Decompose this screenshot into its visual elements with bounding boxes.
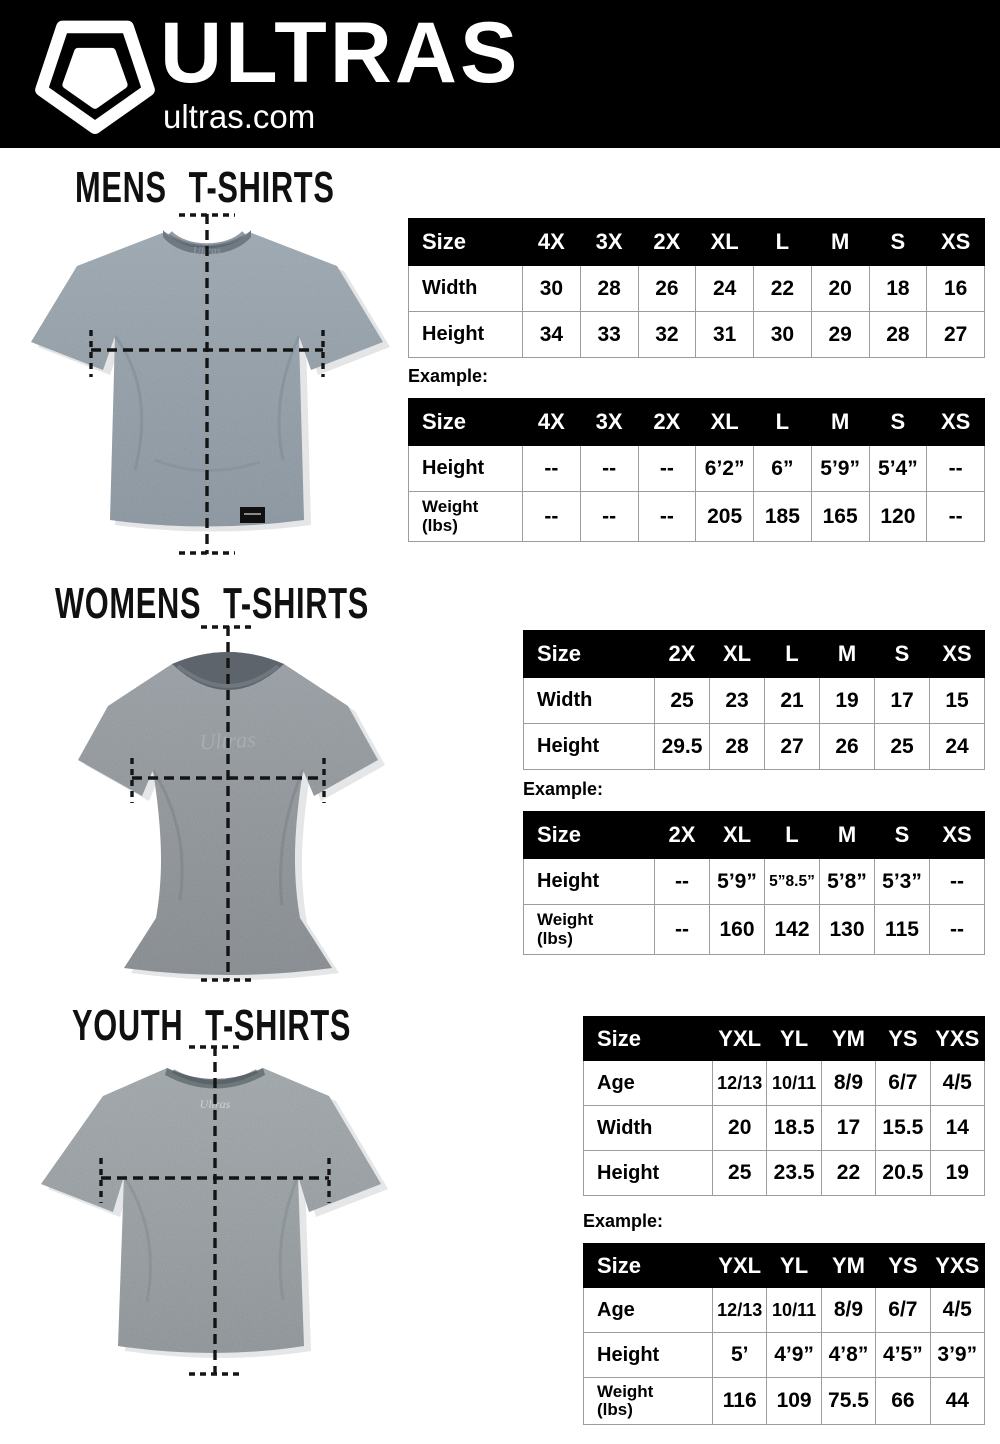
data-cell: 27	[927, 312, 985, 358]
column-header-cell: YXS	[930, 1017, 984, 1061]
column-header-cell: YS	[876, 1244, 930, 1288]
data-cell: 4/5	[930, 1288, 984, 1333]
column-header-cell: YL	[767, 1244, 821, 1288]
column-header-cell: 2X	[655, 812, 710, 859]
column-header-cell: L	[765, 631, 820, 678]
column-header-cell: L	[754, 399, 812, 446]
column-header-cell: L	[754, 219, 812, 266]
data-cell: 17	[821, 1106, 875, 1151]
row-label-cell: Height	[409, 446, 523, 492]
column-header-cell: YL	[767, 1017, 821, 1061]
data-cell: 26	[638, 266, 696, 312]
data-cell: 20	[713, 1106, 767, 1151]
size-header-cell: Size	[584, 1017, 713, 1061]
data-cell: 23.5	[767, 1151, 821, 1196]
row-label-cell: Width	[409, 266, 523, 312]
data-cell: 4’8”	[821, 1333, 875, 1378]
data-cell: 18.5	[767, 1106, 821, 1151]
size-header-cell: Size	[584, 1244, 713, 1288]
column-header-cell: XL	[696, 219, 754, 266]
column-header-cell: XL	[710, 631, 765, 678]
row-label-cell: Height	[584, 1151, 713, 1196]
data-cell: 6/7	[876, 1288, 930, 1333]
data-cell: 6’2”	[696, 446, 754, 492]
data-cell: 19	[820, 678, 875, 724]
data-cell: 12/13	[713, 1061, 767, 1106]
data-cell: 18	[869, 266, 927, 312]
data-cell: 14	[930, 1106, 984, 1151]
data-cell: 25	[875, 724, 930, 770]
mens-section-title: MENS T-SHIRTS	[75, 163, 335, 212]
column-header-cell: M	[820, 631, 875, 678]
youth-tshirt-image	[15, 1042, 435, 1384]
column-header-cell: YM	[821, 1017, 875, 1061]
data-cell: --	[580, 446, 638, 492]
data-cell: 28	[580, 266, 638, 312]
data-cell: 205	[696, 492, 754, 542]
data-cell: 116	[713, 1378, 767, 1425]
column-header-cell: 2X	[655, 631, 710, 678]
row-label-cell: Width	[584, 1106, 713, 1151]
data-cell: 130	[820, 905, 875, 955]
example-label: Example:	[583, 1211, 664, 1231]
brand-title: ULTRAS	[160, 5, 521, 101]
column-header-cell: S	[875, 812, 930, 859]
youth-section-title: YOUTH T-SHIRTS	[72, 1001, 352, 1050]
data-cell: 160	[710, 905, 765, 955]
womens-size-table	[523, 630, 985, 770]
column-header-cell: XS	[930, 631, 985, 678]
data-cell: 44	[930, 1378, 984, 1425]
data-cell: 29	[811, 312, 869, 358]
data-cell: 3’9”	[930, 1333, 984, 1378]
row-label-cell: Height	[524, 724, 655, 770]
data-cell: --	[523, 492, 581, 542]
data-cell: --	[655, 859, 710, 905]
youth-example-table	[583, 1243, 985, 1425]
data-cell: --	[638, 492, 696, 542]
data-cell: 109	[767, 1378, 821, 1425]
column-header-cell: M	[811, 399, 869, 446]
womens-example-table	[523, 811, 985, 955]
column-header-cell: XS	[927, 219, 985, 266]
site-url: ultras.com	[163, 98, 316, 135]
mens-tshirt-image	[15, 210, 400, 558]
data-cell: 28	[869, 312, 927, 358]
womens-section-title: WOMENS T-SHIRTS	[55, 579, 369, 628]
data-cell: 33	[580, 312, 638, 358]
header-bar	[0, 0, 1000, 148]
example-label: Example:	[523, 779, 604, 799]
data-cell: 17	[875, 678, 930, 724]
shirt-logo-text: Ultras	[198, 726, 257, 755]
data-cell: --	[930, 905, 985, 955]
data-cell: --	[930, 859, 985, 905]
data-cell: 30	[754, 312, 812, 358]
column-header-cell: L	[765, 812, 820, 859]
data-cell: 31	[696, 312, 754, 358]
data-cell: 165	[811, 492, 869, 542]
column-header-cell: 3X	[580, 399, 638, 446]
row-label-cell: Height	[409, 312, 523, 358]
row-label-cell: Weight (lbs)	[409, 492, 523, 542]
row-label-cell: Height	[524, 859, 655, 905]
data-cell: 28	[710, 724, 765, 770]
row-label-cell: Age	[584, 1061, 713, 1106]
data-cell: --	[927, 446, 985, 492]
data-cell: 10/11	[767, 1061, 821, 1106]
data-cell: 21	[765, 678, 820, 724]
data-cell: 8/9	[821, 1061, 875, 1106]
data-cell: 6/7	[876, 1061, 930, 1106]
data-cell: 120	[869, 492, 927, 542]
data-cell: 24	[696, 266, 754, 312]
row-label-cell: Width	[524, 678, 655, 724]
youth-size-table	[583, 1016, 985, 1196]
data-cell: 4’9”	[767, 1333, 821, 1378]
data-cell: 24	[930, 724, 985, 770]
column-header-cell: YXL	[713, 1017, 767, 1061]
data-cell: 75.5	[821, 1378, 875, 1425]
data-cell: 142	[765, 905, 820, 955]
data-cell: 34	[523, 312, 581, 358]
data-cell: 10/11	[767, 1288, 821, 1333]
data-cell: 22	[821, 1151, 875, 1196]
data-cell: 27	[765, 724, 820, 770]
data-cell: --	[580, 492, 638, 542]
data-cell: 26	[820, 724, 875, 770]
data-cell: 5’4”	[869, 446, 927, 492]
data-cell: 185	[754, 492, 812, 542]
ultras-pentagon-logo-icon	[32, 8, 158, 134]
column-header-cell: S	[869, 219, 927, 266]
size-header-cell: Size	[409, 219, 523, 266]
data-cell: 16	[927, 266, 985, 312]
data-cell: 5’	[713, 1333, 767, 1378]
row-label-cell: Age	[584, 1288, 713, 1333]
data-cell: 12/13	[713, 1288, 767, 1333]
column-header-cell: XS	[930, 812, 985, 859]
data-cell: 22	[754, 266, 812, 312]
data-cell: 19	[930, 1151, 984, 1196]
size-header-cell: Size	[524, 812, 655, 859]
data-cell: --	[655, 905, 710, 955]
mens-size-table	[408, 218, 985, 358]
data-cell: 6”	[754, 446, 812, 492]
data-cell: 15.5	[876, 1106, 930, 1151]
column-header-cell: YXS	[930, 1244, 984, 1288]
data-cell: 23	[710, 678, 765, 724]
row-label-cell: Weight (lbs)	[584, 1378, 713, 1425]
column-header-cell: YS	[876, 1017, 930, 1061]
column-header-cell: YM	[821, 1244, 875, 1288]
column-header-cell: S	[869, 399, 927, 446]
shirt-logo-text: Ultras	[192, 245, 222, 257]
column-header-cell: 3X	[580, 219, 638, 266]
data-cell: --	[927, 492, 985, 542]
data-cell: --	[523, 446, 581, 492]
column-header-cell: M	[811, 219, 869, 266]
row-label-cell: Height	[584, 1333, 713, 1378]
data-cell: 15	[930, 678, 985, 724]
column-header-cell: M	[820, 812, 875, 859]
data-cell: --	[638, 446, 696, 492]
data-cell: 20.5	[876, 1151, 930, 1196]
column-header-cell: S	[875, 631, 930, 678]
size-header-cell: Size	[409, 399, 523, 446]
data-cell: 5’9”	[710, 859, 765, 905]
data-cell: 25	[655, 678, 710, 724]
column-header-cell: 2X	[638, 399, 696, 446]
data-cell: 66	[876, 1378, 930, 1425]
data-cell: 5”8.5”	[765, 859, 820, 905]
column-header-cell: 2X	[638, 219, 696, 266]
data-cell: 115	[875, 905, 930, 955]
data-cell: 8/9	[821, 1288, 875, 1333]
data-cell: 5’3”	[875, 859, 930, 905]
column-header-cell: XL	[710, 812, 765, 859]
data-cell: 30	[523, 266, 581, 312]
column-header-cell: XL	[696, 399, 754, 446]
data-cell: 5’9”	[811, 446, 869, 492]
data-cell: 29.5	[655, 724, 710, 770]
column-header-cell: 4X	[523, 399, 581, 446]
shirt-logo-text: Ultras	[199, 1097, 231, 1111]
example-label: Example:	[408, 366, 489, 386]
column-header-cell: 4X	[523, 219, 581, 266]
column-header-cell: YXL	[713, 1244, 767, 1288]
data-cell: 20	[811, 266, 869, 312]
data-cell: 4’5”	[876, 1333, 930, 1378]
column-header-cell: XS	[927, 399, 985, 446]
mens-example-table	[408, 398, 985, 542]
row-label-cell: Weight (lbs)	[524, 905, 655, 955]
size-header-cell: Size	[524, 631, 655, 678]
data-cell: 4/5	[930, 1061, 984, 1106]
data-cell: 5’8”	[820, 859, 875, 905]
womens-tshirt-image	[30, 620, 430, 988]
data-cell: 32	[638, 312, 696, 358]
data-cell: 25	[713, 1151, 767, 1196]
